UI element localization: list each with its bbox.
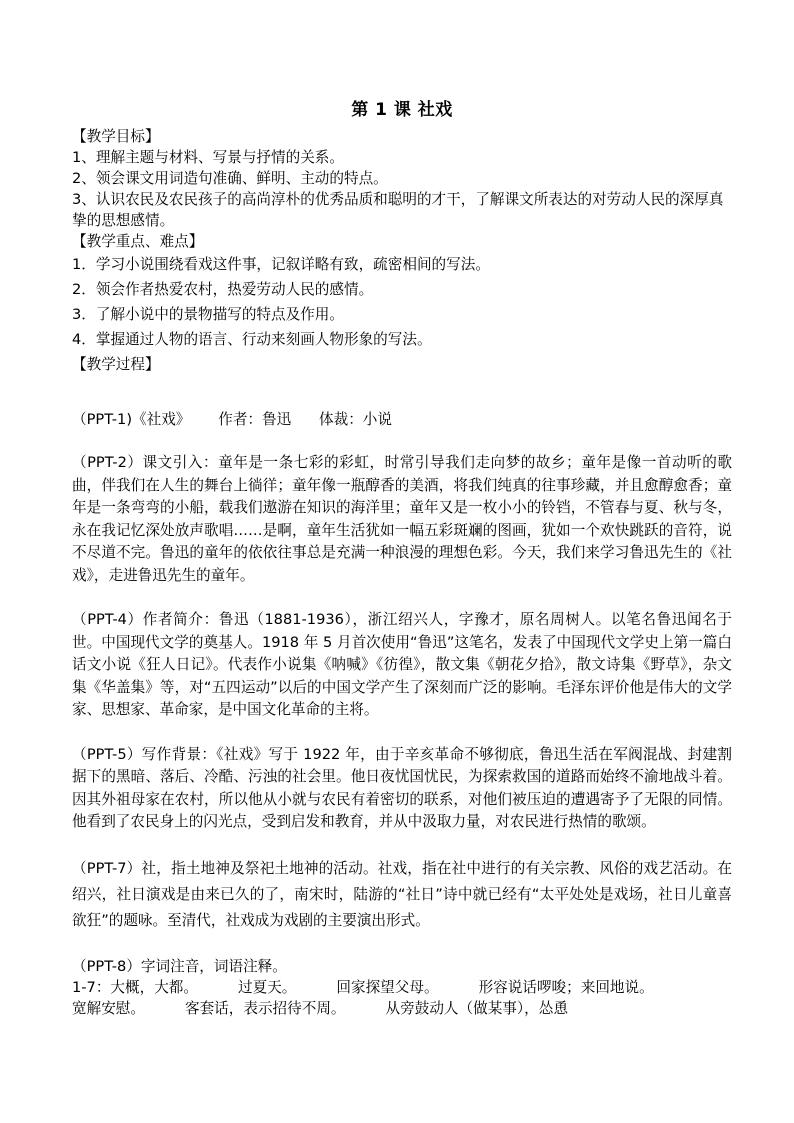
- objectives-heading: 【教学目标】: [72, 128, 160, 145]
- ppt5-paragraph: （PPT-5）写作背景：《社戏》写于 1922 年，由于辛亥革命不够彻底，鲁迅生活在军阀混战、封建割据下的黑暗、落后、冷酷、污浊的社会里。他日夜忧国忧民，为探索救国的道路而始终不渝地战斗着。因其外祖母家在农村，所以他从小就与农民有着密切的联系，对他们被压迫的遭遇寄予了无限的同情。他看到了农民身上的闪光点，受到启发和教育，并从中汲取力量，对农民进行热情的歌颂。: [72, 745, 732, 830]
- gloss-item: 回家探望父母。: [336, 978, 439, 996]
- objective-item: 1、理解主题与材料、写景与抒情的关系。: [72, 149, 344, 166]
- ppt2-paragraph: （PPT-2）课文引入：童年是一条七彩的彩虹，时常引导我们走向梦的故乡；童年是像一首动听的歌曲，伴我们在人生的舞台上徜徉；童年像一瓶醇香的美酒，将我们纯真的往事珍藏，并且愈醇愈香；童年是一条弯弯的小船，载我们遨游在知识的海洋里；童年又是一枚小小的铃铛，不管春与夏、秋与冬，永在我记忆深处放声歌唱……是啊，童年生活犹如一幅五彩斑斓的图画，犹如一个欢快跳跃的音符，说不尽道不完。鲁迅的童年的依依往事总是充满一种浪漫的理想色彩。今天，我们来学习鲁迅先生的《社戏》，走进鲁迅先生的童年。: [72, 454, 732, 584]
- ppt7-paragraph: （PPT-7）社，指土地神及祭祀土地神的活动。社戏，指在社中进行的有关宗教、风俗的戏艺活动。在绍兴，社日演戏是由来已久的了，南宋时，陆游的“社日”诗中就已经有“太平处处是戏场，社日儿童喜欲狂”的题咏。至清代，社戏成为戏剧的主要演出形式。: [72, 859, 732, 929]
- gloss-item: 1-7：大概，大都。: [72, 978, 198, 996]
- process-heading: 【教学过程】: [72, 356, 160, 373]
- gloss-item: 过夏天。: [238, 978, 297, 996]
- ppt1-line: （PPT-1)《社戏》 作者：鲁迅 体裁：小说: [72, 411, 392, 428]
- ppt8-line: （PPT-8）字词注音，词语注释。: [72, 957, 287, 975]
- gloss-item: 宽解安慰。: [72, 999, 145, 1017]
- focus-heading: 【教学重点、难点】: [72, 233, 204, 250]
- focus-item: 1．学习小说围绕看戏这件事，记叙详略有致，疏密相间的写法。: [72, 256, 490, 273]
- gloss-line: [72, 998, 732, 1019]
- gloss-item: 形容说话啰唆；来回地说。: [478, 978, 654, 996]
- gloss-item: 从旁鼓动人（做某事），怂恿: [385, 999, 568, 1017]
- page-title: 第 1 课 社戏: [351, 100, 453, 120]
- gloss-line: [72, 977, 732, 998]
- objective-item: 3、认识农民及农民孩子的高尚淳朴的优秀品质和聪明的才干，了解课文所表达的对劳动人民的深厚真挚的思想感情。: [72, 191, 724, 229]
- focus-item: 2．领会作者热爱农村，热爱劳动人民的感情。: [72, 281, 374, 298]
- focus-item: 3．了解小说中的景物描写的特点及作用。: [72, 306, 344, 323]
- objective-item: 2、领会课文用词造句准确、鲜明、主动的特点。: [72, 170, 388, 187]
- gloss-item: 客套话，表示招待不周。: [184, 999, 346, 1017]
- ppt4-paragraph: （PPT-4）作者简介：鲁迅（1881-1936），浙江绍兴人，字豫才，原名周树人。以笔名鲁迅闻名于世。中国现代文学的奠基人。1918 年 5 月首次使用“鲁迅”这笔名，发表了中国现代文学史上第一篇白话文小说《狂人日记》。代表作小说集《呐喊》《彷徨》，散文集《朝花夕拾》，散文诗集《野草》，杂文集《华盖集》等，对“五四运动”以后的中国文学产生了深刻而广泛的影响。毛泽东评价他是伟大的文学家、思想家、革命家，是中国文化革命的主将。: [72, 611, 732, 718]
- focus-item: 4．掌握通过人物的语言、行动来刻画人物形象的写法。: [72, 331, 432, 348]
- document-page: [72, 98, 732, 1019]
